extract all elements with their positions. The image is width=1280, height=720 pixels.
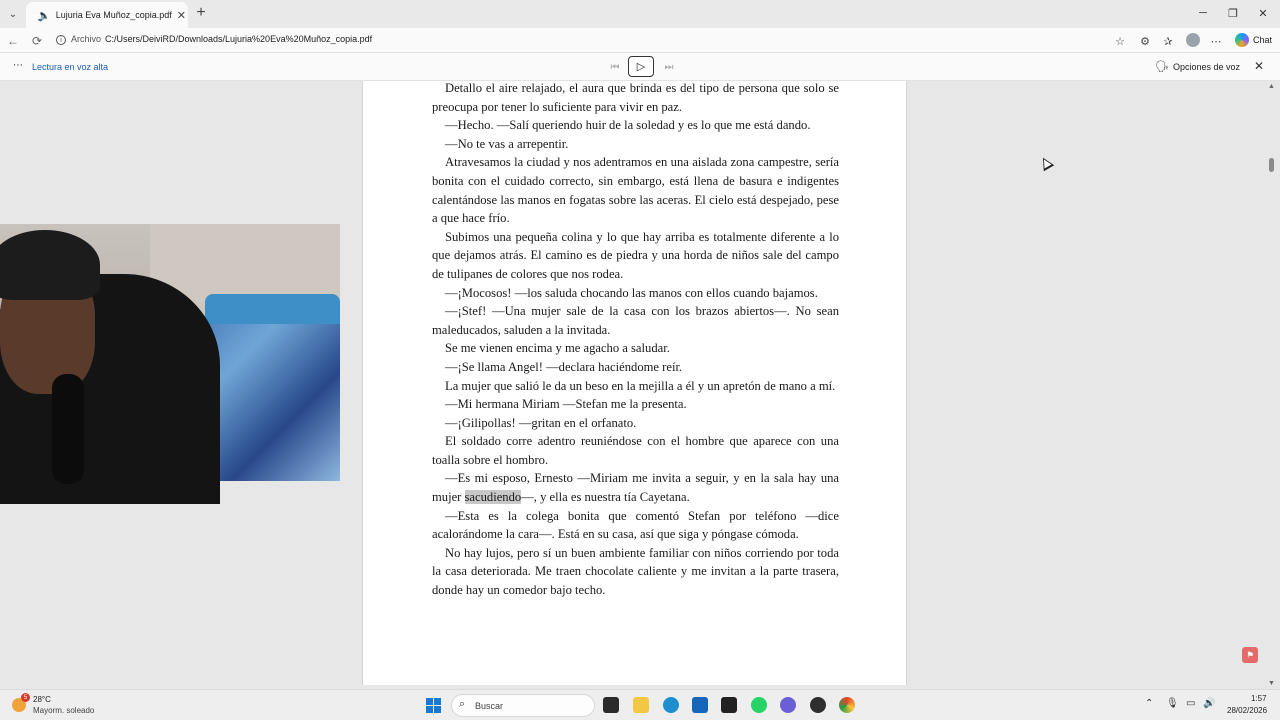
previous-paragraph-icon[interactable]: ⏮: [610, 61, 620, 73]
edge-icon[interactable]: [663, 697, 679, 713]
microphone-tray-icon[interactable]: 🎙: [1166, 698, 1179, 709]
paragraph: No hay lujos, pero sí un buen ambiente familiar con niños corriendo por toda la casa deteriorada. Me traen chocolate caliente y me invitan a la parte trasera, donde hay un comedor bajo techo.: [432, 545, 839, 598]
taskbar: [0, 689, 1280, 720]
clock-time[interactable]: 1:57: [1251, 694, 1267, 703]
voice-options-button[interactable]: Opciones de voz: [1173, 62, 1241, 72]
more-menu-icon[interactable]: ⋯: [1210, 35, 1222, 48]
weather-badge: 5: [21, 693, 30, 702]
favorite-star-icon[interactable]: ☆: [1115, 35, 1125, 48]
paragraph: La mujer que salió le da un beso en la mejilla a él y un apretón de mano a mí.: [445, 378, 836, 393]
copilot-icon[interactable]: [1235, 33, 1249, 47]
paragraph-text: —, y ella es nuestra tía Cayetana.: [521, 490, 690, 505]
webcam-overlay: [0, 224, 340, 481]
weather-description[interactable]: Mayorm. soleado: [33, 706, 95, 715]
paragraph: —No te vas a arrepentir.: [445, 136, 569, 151]
close-window-button[interactable]: ✕: [1258, 7, 1268, 20]
task-view-icon[interactable]: [603, 697, 619, 713]
taskbar-search-input[interactable]: [451, 694, 595, 717]
navigation-bar: [0, 28, 1280, 53]
paragraph: [432, 469, 839, 506]
speaker-icon[interactable]: 🔈: [37, 9, 51, 22]
weather-temperature[interactable]: 28°C: [33, 695, 51, 704]
microphone-icon: [52, 374, 84, 484]
paragraph: —¡Stef! —Una mujer sale de la casa con los brazos abiertos—. No sean maleducados, saluden a la invitada.: [432, 304, 839, 337]
tab-strip: [0, 0, 1280, 28]
next-paragraph-icon[interactable]: ⏭: [664, 61, 674, 73]
scroll-thumb[interactable]: [1269, 158, 1274, 172]
paragraph: El soldado corre adentro reuniéndose con el hombre que aparece con una toalla sobre el hombro.: [432, 434, 839, 467]
paragraph: —Esta es la colega bonita que comentó Stefan por teléfono —dice acalorándome la cara—. Está en su casa, así que siga y póngase cómoda.: [432, 508, 839, 542]
paragraph: Atravesamos la ciudad y nos adentramos en una aislada zona campestre, sería bonita con el cuidado correcto, sin embargo, está llena de basura e indigentes calentándose las manos en fogatas sobre las aceras. El cielo está despejado, pese a que hace frío.: [432, 155, 839, 226]
favorites-icon[interactable]: ✰: [1163, 35, 1173, 48]
paragraph: Se me vienen encima y me agacho a saludar.: [445, 341, 670, 356]
read-aloud-highlighted-word: sacudiendo: [464, 490, 522, 505]
store-icon[interactable]: [692, 697, 708, 713]
network-icon[interactable]: ▭: [1186, 698, 1196, 709]
extensions-icon[interactable]: ⚙: [1140, 35, 1150, 48]
paragraph: —¡Se llama Angel! —declara haciéndome reír.: [445, 359, 683, 374]
back-icon[interactable]: ←: [7, 34, 19, 48]
page-text: [432, 79, 839, 600]
paragraph: Subimos una pequeña colina y lo que hay arriba es totalmente diferente a lo que dejamos atrás. El camino es de piedra y una horda de niños sale del campo de tulipanes de colores que nos rodea.: [432, 229, 839, 281]
tray-overflow-icon[interactable]: ⌃: [1145, 698, 1154, 709]
search-icon: ⌕: [459, 698, 466, 710]
vertical-scrollbar[interactable]: [1266, 81, 1278, 689]
chrome-icon[interactable]: [839, 697, 855, 713]
app-icon[interactable]: [810, 697, 826, 713]
read-aloud-bar: [0, 53, 1280, 81]
chat-button[interactable]: Chat: [1253, 35, 1273, 45]
search-placeholder: Buscar: [475, 701, 504, 711]
whatsapp-icon[interactable]: [751, 697, 767, 713]
start-icon[interactable]: [426, 698, 441, 713]
play-icon[interactable]: ▷: [628, 56, 654, 77]
paragraph: —Mi hermana Miriam —Stefan me la presenta.: [445, 397, 687, 412]
paragraph: —Hecho. —Salí queriendo huir de la soledad y es lo que me está dando.: [445, 118, 811, 133]
info-icon[interactable]: i: [56, 35, 66, 45]
read-aloud-label: Lectura en voz alta: [32, 62, 109, 72]
scroll-down-icon[interactable]: ▼: [1268, 680, 1275, 687]
refresh-icon[interactable]: ⟳: [31, 34, 43, 48]
webcam-cap: [0, 230, 100, 300]
tab-close-icon[interactable]: ✕: [176, 9, 186, 22]
paragraph: Detallo el aire relajado, el aura que brinda es del tipo de persona que solo se preocupa por tener lo suficiente para vivir en paz.: [432, 81, 839, 114]
paragraph-text: —Es mi esposo, Ernesto —Miriam me invita a seguir, y en la sala hay una mujer: [432, 471, 839, 505]
tab-title: Lujuria Eva Muñoz_copia.pdf: [55, 10, 172, 20]
clock-date[interactable]: 28/02/2026: [1227, 706, 1268, 715]
paragraph: —¡Mocosos! —los saluda chocando las manos con ellos cuando bajamos.: [445, 285, 818, 300]
new-tab-button[interactable]: +: [196, 4, 206, 21]
acrobat-icon[interactable]: ⚑: [1242, 647, 1258, 663]
profile-avatar[interactable]: [1186, 33, 1200, 47]
paragraph: —¡Gilipollas! —gritan en el orfanato.: [445, 415, 637, 430]
read-aloud-menu-icon[interactable]: ⋯: [13, 60, 24, 71]
voice-options-icon[interactable]: 🗣: [1155, 61, 1169, 73]
tab-active[interactable]: [26, 2, 188, 28]
minimize-button[interactable]: ─: [1199, 7, 1207, 19]
file-explorer-icon[interactable]: [633, 697, 649, 713]
mouse-cursor: [1038, 155, 1054, 171]
volume-icon[interactable]: 🔊: [1203, 698, 1216, 709]
scroll-up-icon[interactable]: ▲: [1268, 83, 1275, 90]
address-scheme: Archivo: [71, 34, 102, 44]
restore-button[interactable]: ❐: [1228, 7, 1238, 20]
close-read-aloud-icon[interactable]: ✕: [1254, 59, 1265, 73]
address-bar-input[interactable]: C:/Users/DeiviRD/Downloads/Lujuria%20Eva%20Muñoz_copia.pdf: [105, 34, 373, 44]
pdf-page: [362, 81, 907, 685]
discord-icon[interactable]: [780, 697, 796, 713]
capcut-icon[interactable]: [721, 697, 737, 713]
tab-actions-menu-icon[interactable]: ⌄: [8, 8, 18, 20]
